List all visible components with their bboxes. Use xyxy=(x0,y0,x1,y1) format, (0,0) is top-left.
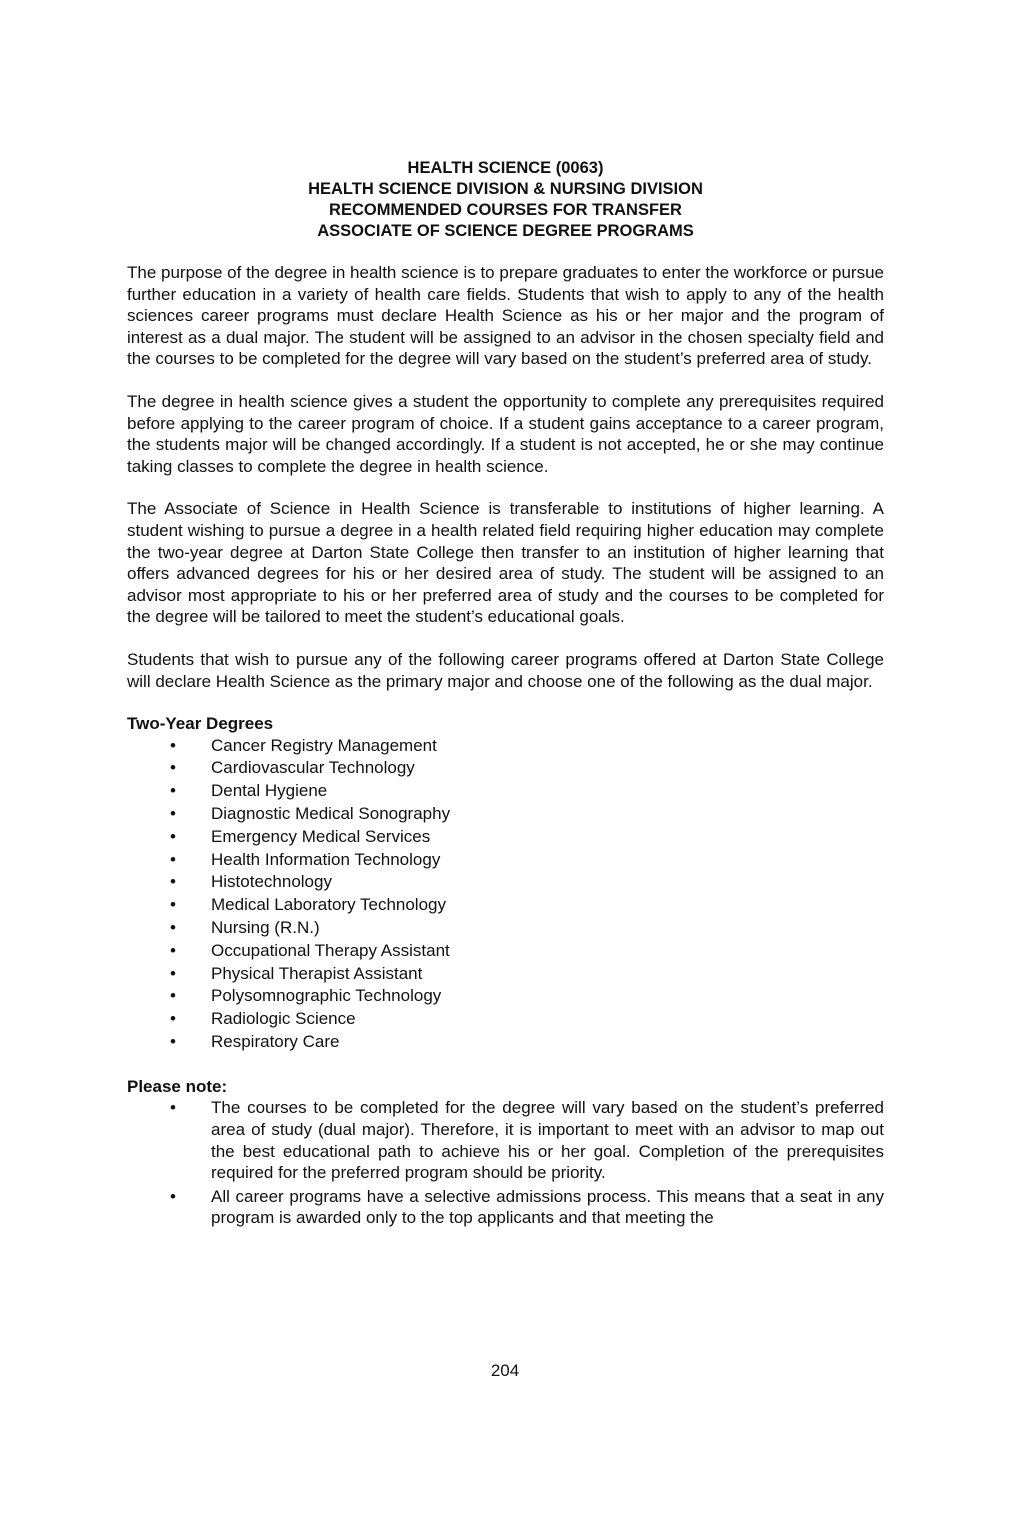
two-year-degrees-list xyxy=(127,735,884,1054)
list-item: • Cancer Registry Management xyxy=(127,735,884,758)
bullet-icon: • xyxy=(170,986,176,1006)
bullet-icon: • xyxy=(170,758,176,778)
paragraph-career-programs: Students that wish to pursue any of the following career programs offered at Darton State College will declare Health Science as the primary major and choose one of the following as the dual major. xyxy=(127,649,884,691)
list-item: • Emergency Medical Services xyxy=(127,826,884,849)
list-item: • Physical Therapist Assistant xyxy=(127,963,884,986)
bullet-icon: • xyxy=(170,1009,176,1029)
bullet-icon: • xyxy=(170,940,176,960)
note-item: • The courses to be completed for the degree will vary based on the student’s preferred area of study (dual major). Therefore, it is important to meet with an advisor to map out the best educational path to achieve his or her goal. Completion of the prerequisites required for the preferred program should be priority. xyxy=(170,1098,884,1183)
list-item: • Respiratory Care xyxy=(127,1031,884,1054)
page-number: 204 xyxy=(490,1361,520,1380)
bullet-icon: • xyxy=(170,963,176,983)
list-item: • Diagnostic Medical Sonography xyxy=(127,803,884,826)
paragraph-transfer: The Associate of Science in Health Science is transferable to institutions of higher learning. A student wishing to pursue a degree in a health related field requiring higher education may complete the two-year degree at Darton State College then transfer to an institution of higher learning that offers advanced degrees for his or her desired area of study. The student will be assigned to an advisor most appropriate to his or her preferred area of study and the courses to be completed for the degree will be tailored to meet the student’s educational goals. xyxy=(127,499,884,627)
bullet-icon: • xyxy=(170,872,176,892)
heading-degree-programs: ASSOCIATE OF SCIENCE DEGREE PROGRAMS xyxy=(317,222,694,240)
two-year-degrees-title: Two-Year Degrees xyxy=(127,714,274,734)
note-item: • All career programs have a selective admissions process. This means that a seat in any program is awarded only to the top applicants and that meeting the xyxy=(170,1186,884,1228)
list-item: • Dental Hygiene xyxy=(127,780,884,803)
list-item: • Health Information Technology xyxy=(127,849,884,872)
bullet-icon: • xyxy=(170,1098,176,1118)
bullet-icon: • xyxy=(170,804,176,824)
document-page xyxy=(127,158,884,1231)
bullet-icon: • xyxy=(170,918,176,938)
bullet-icon: • xyxy=(170,826,176,846)
list-item: • Radiologic Science xyxy=(127,1008,884,1031)
list-item: • Polysomnographic Technology xyxy=(127,985,884,1008)
paragraph-purpose: The purpose of the degree in health science is to prepare graduates to enter the workforce or pursue further education in a variety of health care fields. Students that wish to apply to any of the health sciences career programs must declare Health Science as his or her major and the program of interest as a dual major. The student will be assigned to an advisor in the chosen specialty field and the courses to be completed for the degree will vary based on the student’s preferred area of study. xyxy=(127,263,884,369)
bullet-icon: • xyxy=(170,781,176,801)
list-item: • Occupational Therapy Assistant xyxy=(127,940,884,963)
heading-division: HEALTH SCIENCE DIVISION & NURSING DIVISION xyxy=(308,180,703,198)
bullet-icon: • xyxy=(170,849,176,869)
bullet-icon: • xyxy=(170,735,176,755)
list-item: • Histotechnology xyxy=(127,871,884,894)
bullet-icon: • xyxy=(170,1032,176,1052)
please-note-title: Please note: xyxy=(127,1076,228,1096)
please-note-list xyxy=(127,1097,884,1229)
list-item: • Medical Laboratory Technology xyxy=(127,894,884,917)
bullet-icon: • xyxy=(170,895,176,915)
heading-recommended: RECOMMENDED COURSES FOR TRANSFER xyxy=(329,201,682,219)
heading-program-title: HEALTH SCIENCE (0063) xyxy=(407,159,604,177)
bullet-icon: • xyxy=(170,1186,176,1206)
paragraph-prerequisites: The degree in health science gives a student the opportunity to complete any prerequisites required before applying to the career program of choice. If a student gains acceptance to a career program, the students major will be changed accordingly. If a student is not accepted, he or she may continue taking classes to complete the degree in health science. xyxy=(127,391,884,476)
list-item: • Cardiovascular Technology xyxy=(127,757,884,780)
document-heading xyxy=(127,158,884,242)
list-item: • Nursing (R.N.) xyxy=(127,917,884,940)
